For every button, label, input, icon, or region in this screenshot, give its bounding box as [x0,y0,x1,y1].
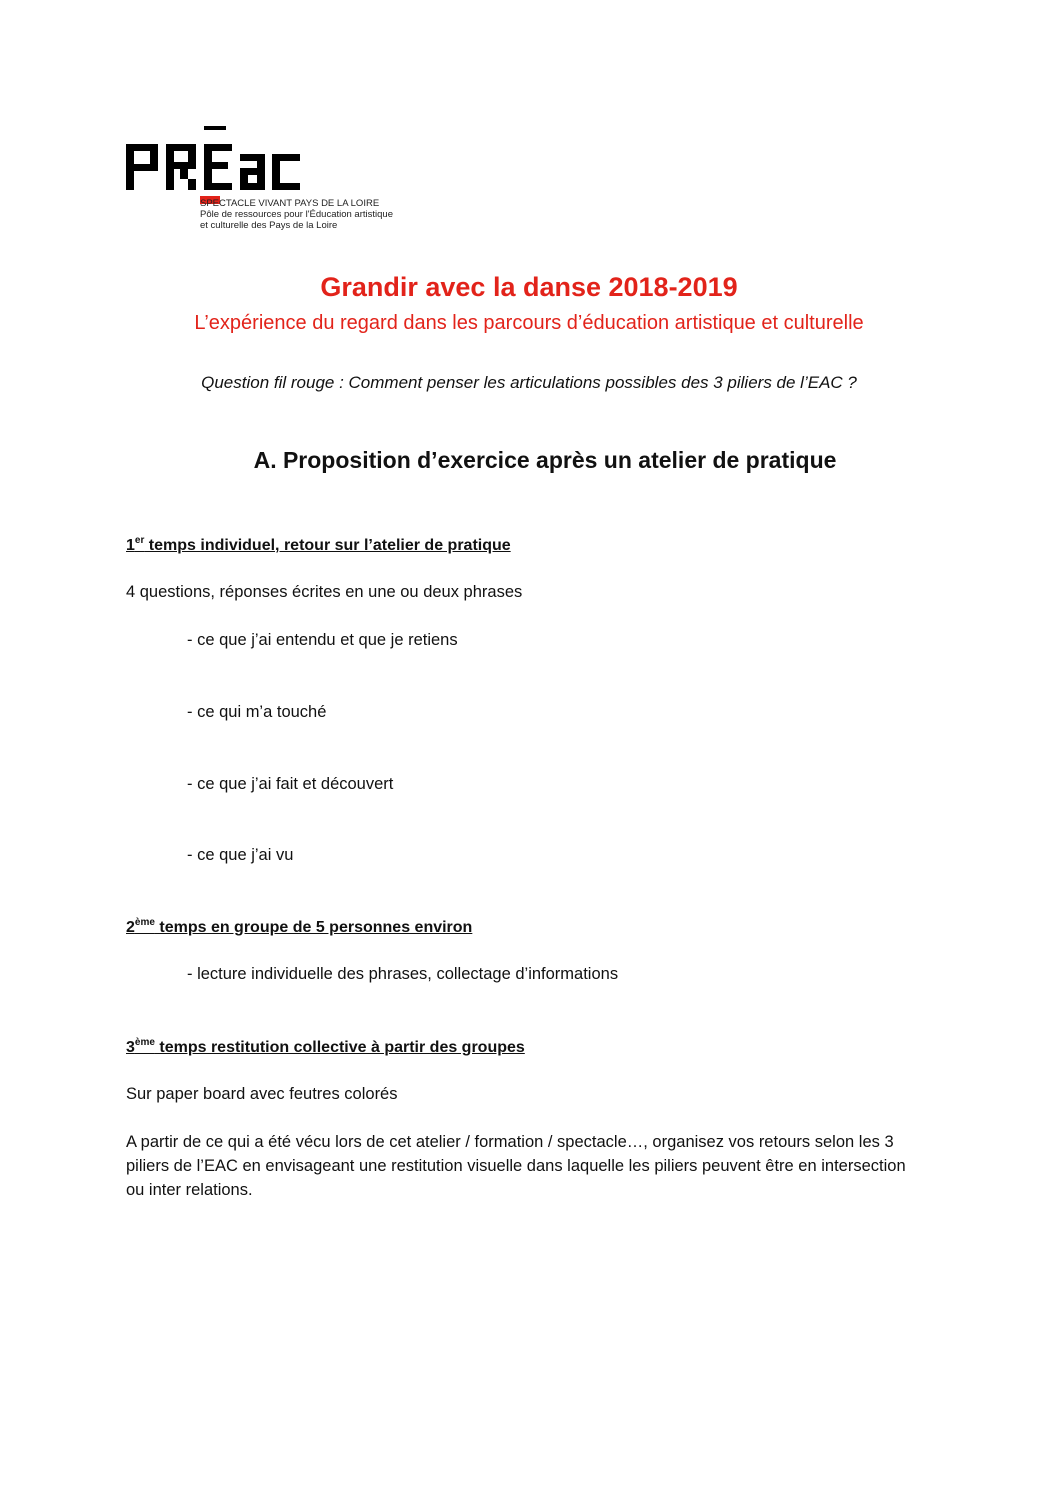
list-item: - ce que j’ai entendu et que je retiens [187,631,458,649]
step-1-heading [126,535,511,555]
list-item: - lecture individuelle des phrases, collectage d’informations [187,965,619,983]
step-ordinal: ème [134,1037,155,1048]
step-title: temps restitution collective à partir des groupes [154,1039,525,1056]
list-item: - ce qui m’a touché [187,703,327,721]
list-item: - ce que j’ai vu [187,846,294,864]
step-number: 3 [126,1039,135,1056]
step-title: temps en groupe de 5 personnes environ [154,919,473,936]
preac-logo [124,124,444,234]
step-3-body: A partir de ce qui a été vécu lors de cet atelier / formation / spectacle…, organisez vos retours selon les 3 piliers de l’EAC en envisageant une restitution visuelle dans laquelle les piliers peuvent être en intersection ou inter relations. [126,1133,906,1199]
logo-line: Pôle de ressources pour l'Éducation artistique [200,209,393,220]
preac-wordmark-icon [124,124,304,206]
step-number: 1 [126,537,135,554]
logo-line: SPECTACLE VIVANT PAYS DE LA LOIRE [200,198,380,209]
step-3-intro: Sur paper board avec feutres colorés [126,1085,398,1103]
step-1-intro: 4 questions, réponses écrites en une ou deux phrases [126,583,523,601]
logo-line: et culturelle des Pays de la Loire [200,220,338,231]
step-ordinal: ème [134,917,155,928]
page-title: Grandir avec la danse 2018-2019 [320,272,738,302]
step-2-heading [126,917,472,937]
page-subtitle: L’expérience du regard dans les parcours d’éducation artistique et culturelle [194,312,864,334]
section-a-heading: A. Proposition d’exercice après un atelier de pratique [253,447,837,473]
logo-caption [200,198,393,231]
step-title: temps individuel, retour sur l’atelier de pratique [144,537,511,554]
step-ordinal: er [134,535,145,546]
step-3-heading [126,1037,525,1057]
list-item: - ce que j’ai fait et découvert [187,775,394,793]
guiding-question: Question fil rouge : Comment penser les articulations possibles des 3 piliers de l’EAC ? [201,373,857,392]
step-number: 2 [126,919,135,936]
